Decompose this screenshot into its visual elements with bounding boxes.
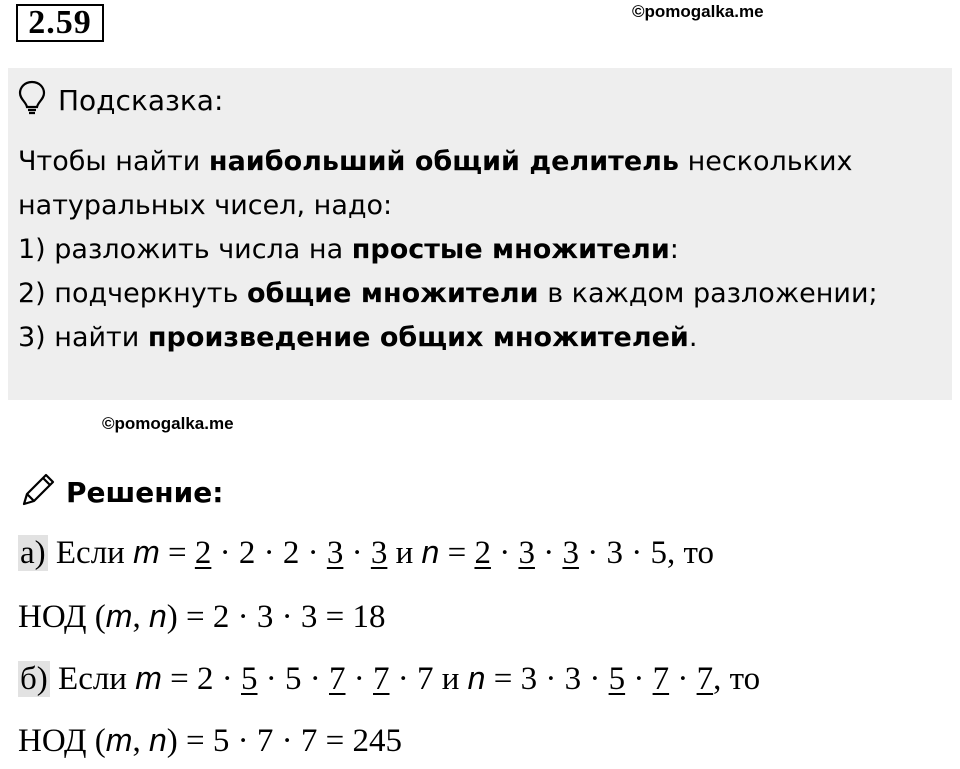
hint-intro: Чтобы найти наибольший общий делитель нескольких натуральных чисел, надо: [18, 146, 853, 221]
factor: 5 [608, 661, 626, 697]
solution-line-b2: НОД (m, n) = 5 · 7 · 7 = 245 [18, 722, 402, 759]
factor: 7 [300, 723, 318, 759]
pencil-icon [18, 470, 58, 514]
b-n-factors: 3 · 3 · 5 · 7 · 7 [520, 661, 714, 697]
hint-title: Подсказка: [58, 83, 224, 117]
watermark-top: ©pomogalka.me [632, 2, 764, 21]
b-m-factors: 2 · 5 · 5 · 7 · 7 · 7 [197, 661, 434, 697]
factor: 5 [285, 661, 302, 697]
factor: 3 [256, 599, 274, 635]
factor: 2 [238, 535, 256, 571]
solution-title: Решение: [66, 475, 224, 509]
b-gcd-factors: 5 · 7 · 7 [212, 723, 318, 759]
watermark-middle: ©pomogalka.me [102, 414, 234, 433]
factor: 5 [650, 535, 667, 571]
factor: 7 [329, 661, 346, 697]
factor: 7 [417, 661, 434, 697]
part-b-label: б) [20, 661, 48, 697]
factor: 3 [520, 661, 538, 697]
factor: 3 [326, 535, 344, 571]
factor: 7 [373, 661, 390, 697]
a-n-factors: 2 · 3 · 3 · 3 · 5 [474, 535, 667, 571]
a-gcd-result: 18 [352, 599, 386, 635]
factor: 5 [241, 661, 258, 697]
hint-step-1: 1) разложить числа на простые множители: [18, 234, 679, 265]
hint-header [18, 78, 223, 122]
a-m-factors: 2 · 2 · 2 · 3 · 3 [194, 535, 388, 571]
factor: 2 [197, 661, 214, 697]
lightbulb-icon [18, 80, 46, 120]
factor: 3 [370, 535, 388, 571]
solution-line-a1: а) Если m = 2 · 2 · 2 · 3 · 3 и n = 2 · 3 · 3 · 3 · 5, то [20, 534, 714, 571]
a-gcd-factors: 2 · 3 · 3 [212, 599, 318, 635]
factor: 3 [300, 599, 318, 635]
factor: 3 [564, 661, 582, 697]
factor: 2 [212, 599, 230, 635]
factor: 2 [474, 535, 491, 571]
part-a-label: а) [20, 535, 46, 571]
factor: 7 [256, 723, 274, 759]
hint-step-2: 2) подчеркнуть общие множители в каждом разложении; [18, 278, 878, 309]
factor: 3 [606, 535, 623, 571]
solution-header [18, 470, 223, 514]
factor: 2 [194, 535, 212, 571]
factor: 7 [696, 661, 714, 697]
b-gcd-result: 245 [352, 723, 402, 759]
solution-line-a2: НОД (m, n) = 2 · 3 · 3 = 18 [18, 598, 386, 635]
task-number: 2.59 [16, 4, 104, 42]
factor: 7 [652, 661, 670, 697]
solution-line-b1: б) Если m = 2 · 5 · 5 · 7 · 7 · 7 и n = 3 · 3 · 5 · 7 · 7, то [20, 660, 761, 697]
factor: 3 [562, 535, 579, 571]
factor: 3 [518, 535, 535, 571]
hint-text [18, 140, 938, 360]
factor: 2 [282, 535, 300, 571]
hint-step-3: 3) найти произведение общих множителей. [18, 322, 698, 353]
factor: 5 [212, 723, 230, 759]
